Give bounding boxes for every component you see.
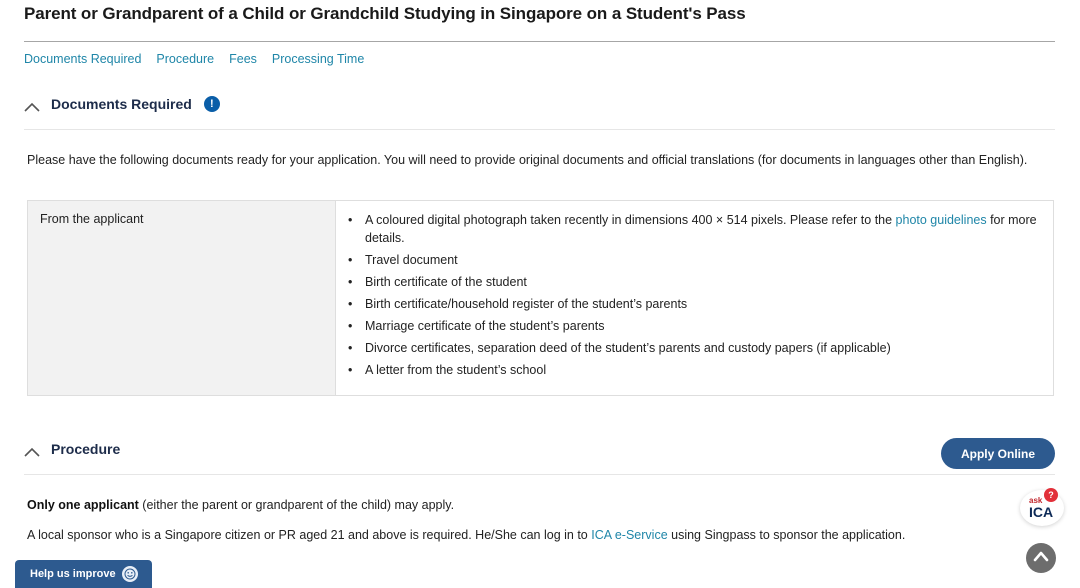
documents-table (27, 200, 1054, 396)
documents-section-header[interactable] (24, 96, 1055, 112)
info-icon[interactable]: ! (204, 96, 220, 112)
chevron-up-circle-icon (1033, 549, 1049, 567)
documents-list (348, 211, 1041, 379)
help-badge-icon: ? (1044, 488, 1058, 502)
list-item: • Birth certificate of the student (348, 275, 527, 289)
title-divider (24, 41, 1055, 42)
smiley-icon (122, 566, 138, 582)
ask-ica-chat-button[interactable] (1020, 490, 1064, 526)
table-row-label: From the applicant (28, 201, 336, 395)
scroll-to-top-button[interactable] (1026, 543, 1056, 573)
page-title: Parent or Grandparent of a Child or Grandchild Studying in Singapore on a Student's Pass (24, 4, 746, 23)
help-us-improve-button[interactable] (15, 560, 152, 588)
list-item: • A coloured digital photograph taken recently in dimensions 400 × 514 pixels. Please refer to the photo guidelines for more details. (348, 213, 1037, 245)
documents-list-cell (336, 201, 1053, 395)
anchor-link-processing-time[interactable]: Processing Time (271, 52, 365, 66)
ask-ica-logo-label: ICA (1029, 504, 1054, 520)
list-item: • Travel document (348, 253, 458, 267)
ica-eservice-link[interactable]: ICA e-Service (591, 528, 668, 542)
section-divider (24, 474, 1055, 475)
documents-intro: Please have the following documents ready for your application. You will need to provide original documents and official translations (for documents in languages other than English). (27, 153, 1028, 167)
help-us-improve-label: Help us improve (30, 568, 116, 580)
procedure-section-title: Procedure (51, 441, 121, 457)
anchor-link-documents-required[interactable]: Documents Required (24, 52, 142, 66)
list-item: • Marriage certificate of the student’s parents (348, 319, 605, 333)
section-divider (24, 129, 1055, 130)
chevron-up-icon[interactable] (24, 99, 40, 109)
anchor-link-procedure[interactable]: Procedure (156, 52, 215, 66)
ask-ica-ask-label: ask (1029, 496, 1043, 505)
anchor-link-fees[interactable]: Fees (229, 52, 257, 66)
list-item: • Birth certificate/household register of the student’s parents (348, 297, 688, 311)
procedure-paragraph-2: A local sponsor who is a Singapore citizen or PR aged 21 and above is required. He/She can log in to ICA e-Service using Singpass to sponsor the application. (27, 528, 906, 542)
anchor-nav (24, 52, 379, 66)
procedure-section-header[interactable] (24, 441, 1055, 457)
list-item: • A letter from the student’s school (348, 363, 547, 377)
list-item: • Divorce certificates, separation deed of the student’s parents and custody papers (if applicable) (348, 341, 891, 355)
procedure-paragraph-1: Only one applicant (either the parent or grandparent of the child) may apply. (27, 498, 455, 512)
documents-section-title: Documents Required (51, 96, 192, 112)
apply-online-button[interactable]: Apply Online (941, 438, 1055, 469)
chevron-up-icon[interactable] (24, 444, 40, 454)
photo-guidelines-link[interactable]: photo guidelines (895, 213, 987, 227)
